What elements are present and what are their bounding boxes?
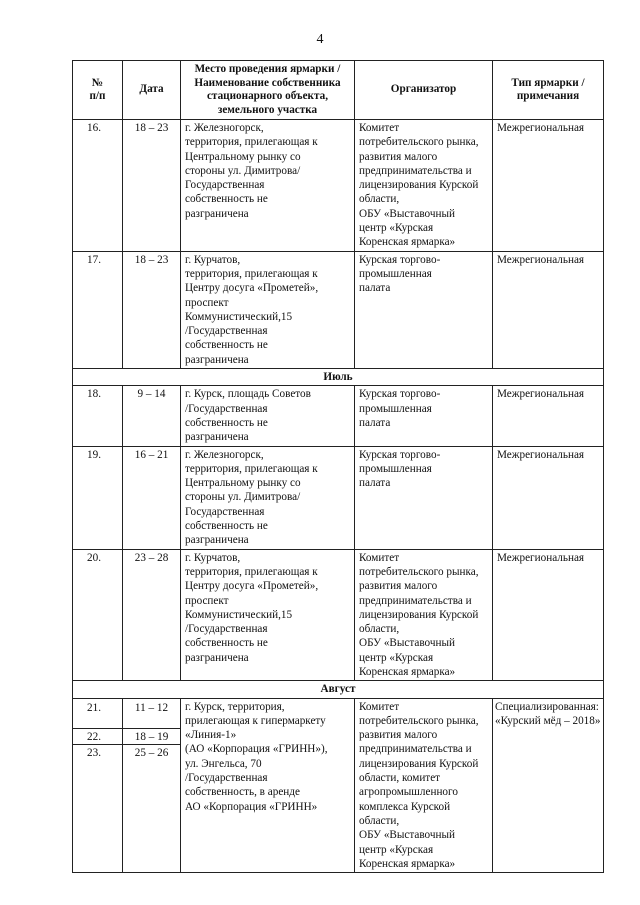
row-dates-group bbox=[123, 698, 181, 873]
row-type: Межрегиональная bbox=[493, 251, 604, 368]
row-place: г. Курск, площадь Советов /Государственная собственность не разграничена bbox=[181, 386, 355, 446]
row-date: 18 – 23 bbox=[123, 251, 181, 368]
row-type: Межрегиональная bbox=[493, 549, 604, 681]
row-date: 16 – 21 bbox=[123, 446, 181, 549]
row-num: 23. bbox=[73, 744, 122, 761]
header-place: Место проведения ярмарки / Наименование собственника стационарного объекта, земельного участка bbox=[181, 61, 355, 120]
row-place: г. Курск, территория, прилегающая к гипермаркету «Линия-1» (АО «Корпорация «ГРИНН»), ул. Энгельса, 70 /Государственная собственность, в аренде АО «Корпорация «ГРИНН» bbox=[181, 698, 355, 873]
table-row-august-group bbox=[73, 698, 604, 873]
row-num: 20. bbox=[73, 549, 123, 681]
row-num: 16. bbox=[73, 120, 123, 252]
row-type: Специализированная: «Курский мёд – 2018» bbox=[493, 698, 604, 873]
table-header-row bbox=[73, 61, 604, 120]
table-row bbox=[73, 549, 604, 681]
section-row-july bbox=[73, 369, 604, 386]
row-place: г. Курчатов, территория, прилегающая к Центру досуга «Прометей», проспект Коммунистический,15 /Государственная собственность не разграничена bbox=[181, 251, 355, 368]
row-organizer: Комитет потребительского рынка, развития малого предпринимательства и лицензирования Курской области, ОБУ «Выставочный центр «Курская Коренская ярмарка» bbox=[355, 549, 493, 681]
header-type: Тип ярмарки / примечания bbox=[493, 61, 604, 120]
row-date: 18 – 19 bbox=[123, 728, 180, 744]
section-title-august: Август bbox=[73, 681, 604, 698]
row-nums-group bbox=[73, 698, 123, 873]
row-organizer: Курская торгово- промышленная палата bbox=[355, 446, 493, 549]
header-num: № п/п bbox=[73, 61, 123, 120]
row-num: 19. bbox=[73, 446, 123, 549]
row-date: 25 – 26 bbox=[123, 744, 180, 761]
row-place: г. Железногорск, территория, прилегающая к Центральному рынку со стороны ул. Димитрова/ Государственная собственность не разграничена bbox=[181, 446, 355, 549]
header-date: Дата bbox=[123, 61, 181, 120]
row-organizer: Курская торгово- промышленная палата bbox=[355, 251, 493, 368]
row-date: 11 – 12 bbox=[134, 701, 169, 714]
row-date: 9 – 14 bbox=[123, 386, 181, 446]
section-title-july: Июль bbox=[73, 369, 604, 386]
header-organizer: Организатор bbox=[355, 61, 493, 120]
row-type: Межрегиональная bbox=[493, 386, 604, 446]
row-type: Межрегиональная bbox=[493, 446, 604, 549]
row-place: г. Курчатов, территория, прилегающая к Центру досуга «Прометей», проспект Коммунистический,15 /Государственная собственность не разграничена bbox=[181, 549, 355, 681]
row-num: 17. bbox=[73, 251, 123, 368]
row-num: 18. bbox=[73, 386, 123, 446]
row-num: 21. bbox=[87, 701, 101, 714]
row-organizer: Комитет потребительского рынка, развития малого предпринимательства и лицензирования Курской области, комитет агропромышленного комплекса Курской области, ОБУ «Выставочный центр «Курская Коренская ярмарка» bbox=[355, 698, 493, 873]
row-type: Межрегиональная bbox=[493, 120, 604, 252]
row-organizer: Комитет потребительского рынка, развития малого предпринимательства и лицензирования Курской области, ОБУ «Выставочный центр «Курская Коренская ярмарка» bbox=[355, 120, 493, 252]
table-row bbox=[73, 251, 604, 368]
section-row-august bbox=[73, 681, 604, 698]
table-row bbox=[73, 120, 604, 252]
row-date: 23 – 28 bbox=[123, 549, 181, 681]
row-place: г. Железногорск, территория, прилегающая к Центральному рынку со стороны ул. Димитрова/ Государственная собственность не разграничена bbox=[181, 120, 355, 252]
row-organizer: Курская торгово- промышленная палата bbox=[355, 386, 493, 446]
page-number: 4 bbox=[316, 32, 324, 47]
row-num: 22. bbox=[73, 728, 122, 744]
table-row bbox=[73, 446, 604, 549]
row-date: 18 – 23 bbox=[123, 120, 181, 252]
table-row bbox=[73, 386, 604, 446]
fair-schedule-table bbox=[72, 60, 604, 873]
